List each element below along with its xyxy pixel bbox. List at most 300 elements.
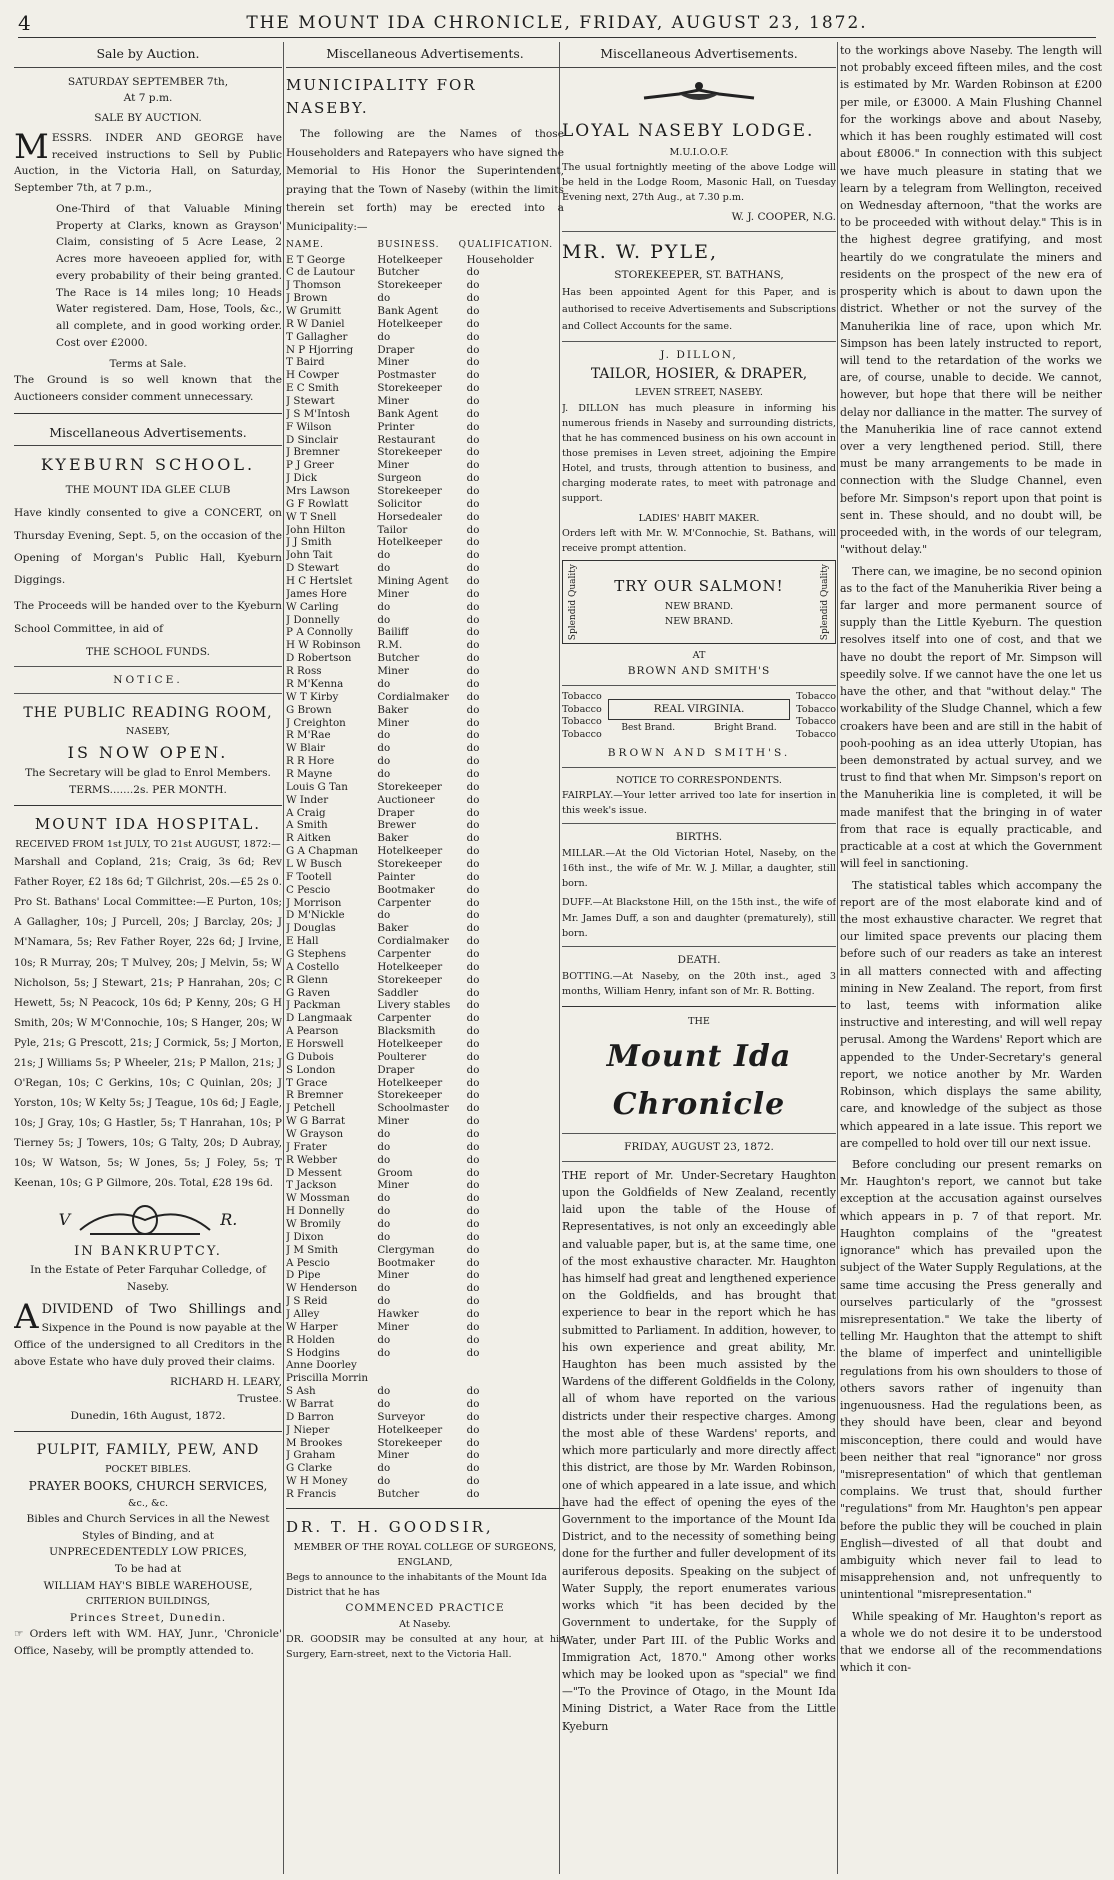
table-row xyxy=(286,974,564,987)
table-row xyxy=(286,369,564,382)
table-cell: H Cowper xyxy=(286,369,339,382)
table-cell: J Bremner xyxy=(286,446,340,459)
table-cell: Hawker xyxy=(377,1308,419,1321)
table-cell: do xyxy=(466,433,480,446)
table-cell: Cordialmaker xyxy=(377,935,449,948)
etc: &c., &c. xyxy=(127,1497,169,1509)
table-cell: do xyxy=(466,330,480,343)
table-cell xyxy=(459,1359,564,1372)
table-row xyxy=(286,1282,564,1295)
table-cell: do xyxy=(377,1205,391,1218)
table-cell: G Raven xyxy=(286,986,331,999)
crest-icon xyxy=(70,1200,220,1240)
dillon-tailor: TAILOR, HOSIER, & DRAPER, xyxy=(590,366,808,383)
table-cell: W G Barrat xyxy=(286,1115,346,1128)
table-cell: G Stephens xyxy=(286,947,347,960)
table-cell: do xyxy=(466,1436,480,1449)
table-cell: Livery stables xyxy=(377,999,451,1012)
table-cell: do xyxy=(466,1102,480,1115)
table-row xyxy=(286,1398,564,1411)
table-cell: F Wilson xyxy=(286,420,332,433)
table-row xyxy=(286,1411,564,1424)
table-cell: do xyxy=(466,1282,480,1295)
table-cell: do xyxy=(466,1218,480,1231)
table-cell xyxy=(377,1359,458,1372)
table-cell: Bailiff xyxy=(377,626,409,639)
table-row xyxy=(286,858,564,871)
table-cell: A Craig xyxy=(286,806,326,819)
table-cell: do xyxy=(466,935,480,948)
table-cell: Butcher xyxy=(377,1488,420,1501)
bankruptcy-title: IN BANKRUPTCY. xyxy=(74,1243,222,1259)
goodsir-consult: DR. GOODSIR may be consulted at any hour, at his Surgery, Earn-street, next to the Victoria Hall. xyxy=(286,1634,564,1661)
table-cell: do xyxy=(377,1346,391,1359)
table-cell: do xyxy=(466,1140,480,1153)
table-cell: J S Reid xyxy=(286,1295,328,1308)
table-cell: do xyxy=(377,1140,391,1153)
table-cell: Groom xyxy=(377,1166,413,1179)
inder-lot: One-Third of that Valuable Mining Property at Clarks, known as Grayson' Claim, consisting of 5 Acre Lease, 2 Acres more haveoeen applied for, with every probability of their being granted. The Race is 14 miles long; 10 Heads Water registered. Dam, Hose, Tools, &c., all complete, and in good working order. Cost over £2000. xyxy=(56,202,282,349)
table-cell: Miner xyxy=(377,1115,409,1128)
table-cell: J J Smith xyxy=(286,536,332,549)
birth-millar: MILLAR.—At the Old Victorian Hotel, Naseby, on the 16th inst., the wife of Mr. W. J. Millar, a daughter, still born. xyxy=(562,847,836,890)
table-cell: do xyxy=(466,845,480,858)
table-cell: D Sinclair xyxy=(286,433,338,446)
table-cell: do xyxy=(377,1475,391,1488)
table-row xyxy=(286,1141,564,1154)
table-cell: do xyxy=(466,742,480,755)
table-row xyxy=(286,1231,564,1244)
table-row xyxy=(286,1257,564,1270)
lodge-muioof: M.U.I.O.O.F. xyxy=(669,146,729,158)
column-2 xyxy=(286,42,564,1874)
table-cell: J Brown xyxy=(286,292,328,305)
table-cell: G Dubois xyxy=(286,1050,334,1063)
table-cell: D Pipe xyxy=(286,1269,321,1282)
had-at: To be had at xyxy=(114,1563,182,1576)
editorial-body: THE report of Mr. Under-Secretary Haughton upon the Goldfields of New Zealand, recently laid upon the table of the House of Representatives, is not only an exceedingly able and valuable paper, but is, at the same time, one of the most exhaustive character. Mr. Haughton has himself had great and lengthened experience on the Goldfields, and has brought that experience to bear in the report which he has submitted to Parliament. In addition, however, to his own experience and great ability, Mr. Haughton has been much assisted by the Wardens of the different Goldfields in the Colony, all of whom have reported on the various districts under their respective charges. Among the most able of these Wardens' reports, and which more particularly and more directly affect this district, are those by Mr. Warden Robinson, one of which appeared in a late issue, and which have had the effect of opening the eyes of the Government to the importance of the Mount Ida District, and to the necessity of something being done for the further and fuller development of its auriferous deposits. Speaking on the subject of Water Supply, the report enumerates various works which "it has been decided by the Government to undertake, for the Supply of Water, under Part III. of the Public Works and Immigration Act, 1870." Among other works which may be looked upon as "special" we find—"To the Province of Otago, in the Mount Ida Mining District, a Water Race from the Little Kyeburn xyxy=(562,1168,836,1733)
table-row xyxy=(286,446,564,459)
table-row xyxy=(286,292,564,305)
table-row xyxy=(286,935,564,948)
table-cell: Restaurant xyxy=(377,433,436,446)
table-cell: R Aitken xyxy=(286,832,331,845)
page-header xyxy=(18,8,1096,38)
table-cell: R Francis xyxy=(286,1488,337,1501)
table-row xyxy=(286,1089,564,1102)
table-cell: Baker xyxy=(377,832,409,845)
table-row xyxy=(286,1488,564,1501)
table-cell: J Packman xyxy=(286,999,341,1012)
table-cell: Miner xyxy=(377,459,409,472)
table-cell: D Messent xyxy=(286,1166,342,1179)
table-cell: do xyxy=(466,665,480,678)
signatories-table xyxy=(286,240,564,1501)
table-cell: Miner xyxy=(377,716,409,729)
table-row xyxy=(286,781,564,794)
table-cell: J Morrison xyxy=(286,896,342,909)
table-cell: Hotelkeeper xyxy=(377,1076,443,1089)
table-cell: A Costello xyxy=(286,960,340,973)
table-cell: Storekeeper xyxy=(377,857,442,870)
table-row xyxy=(286,922,564,935)
brown-smith: BROWN AND SMITH'S xyxy=(627,665,771,678)
enrol-text: The Secretary will be glad to Enrol Members. xyxy=(25,766,271,779)
table-cell: Blacksmith xyxy=(377,1025,436,1038)
table-cell: do xyxy=(466,1256,480,1269)
table-cell: R Glenn xyxy=(286,973,328,986)
table-cell: Miner xyxy=(377,1179,409,1192)
table-row xyxy=(286,1462,564,1475)
table-cell: do xyxy=(466,1115,480,1128)
dillon-orders: Orders left with Mr. W. M'Connochie, St. Bathans, will receive prompt attention. xyxy=(562,527,836,554)
table-cell: do xyxy=(466,395,480,408)
table-cell: do xyxy=(466,613,480,626)
table-cell: do xyxy=(466,973,480,986)
table-cell: do xyxy=(466,922,480,935)
table-cell: G Clarke xyxy=(286,1462,333,1475)
table-row xyxy=(286,897,564,910)
table-row xyxy=(286,614,564,627)
table-cell: do xyxy=(377,742,391,755)
princes-st: Princes Street, Dunedin. xyxy=(69,1611,227,1624)
table-cell: J Graham xyxy=(286,1449,336,1462)
death-head: DEATH. xyxy=(677,953,721,966)
table-row xyxy=(286,1424,564,1437)
table-cell: R.M. xyxy=(377,639,403,652)
table-cell: W Harper xyxy=(286,1320,338,1333)
table-cell: Horsedealer xyxy=(377,510,443,523)
table-cell: do xyxy=(466,292,480,305)
births-head: BIRTHS. xyxy=(675,831,723,844)
ground-note: The Ground is so well known that the Auctioneers consider comment unnecessary. xyxy=(14,374,282,403)
table-row xyxy=(286,717,564,730)
table-cell: J Thomson xyxy=(286,279,341,292)
table-cell: Carpenter xyxy=(377,947,431,960)
table-cell: do xyxy=(466,1423,480,1436)
table-row xyxy=(286,318,564,331)
table-cell: do xyxy=(466,1475,480,1488)
table-cell: do xyxy=(466,986,480,999)
now-open: IS NOW OPEN. xyxy=(67,742,229,762)
dunedin-date: Dunedin, 16th August, 1872. xyxy=(70,1409,226,1422)
table-row xyxy=(286,1308,564,1321)
table-cell: Miner xyxy=(377,587,409,600)
municipality-text: The following are the Names of those Householders and Ratepayers who have signed the Memorial to His Honor the Superintendent, praying that the Town of Naseby (within the limits therein set forth) may be erected into a Municipality:— xyxy=(286,128,564,233)
table-row xyxy=(286,1218,564,1231)
table-cell: do xyxy=(466,317,480,330)
table-cell: D M'Nickle xyxy=(286,909,345,922)
hospital-received: RECEIVED FROM 1st JULY, TO 21st AUGUST, 1872:— xyxy=(15,839,281,851)
trustee: Trustee. xyxy=(237,1392,282,1405)
table-cell: do xyxy=(466,305,480,317)
table-row xyxy=(286,1295,564,1308)
table-header: NAME. xyxy=(286,240,325,251)
criterion: CRITERION BUILDINGS, xyxy=(85,1596,211,1608)
school-funds: THE SCHOOL FUNDS. xyxy=(85,645,211,658)
goodsir-title: DR. T. H. GOODSIR, xyxy=(286,1517,494,1536)
table-row xyxy=(286,999,564,1012)
table-cell: W T Kirby xyxy=(286,690,339,703)
table-cell: Baker xyxy=(377,922,409,935)
table-cell: do xyxy=(466,510,480,523)
municipality-title: MUNICIPALITY FOR NASEBY. xyxy=(286,75,477,118)
table-row xyxy=(286,279,564,292)
table-row xyxy=(286,691,564,704)
table-row xyxy=(286,987,564,1000)
table-row xyxy=(286,421,564,434)
table-cell: A Pearson xyxy=(286,1025,339,1038)
low-prices: UNPRECEDENTEDLY LOW PRICES, xyxy=(49,1546,247,1559)
table-cell: do xyxy=(466,1410,480,1423)
notice: NOTICE. xyxy=(113,673,183,686)
table-row xyxy=(286,678,564,691)
table-row xyxy=(286,1051,564,1064)
hay-warehouse: WILLIAM HAY'S BIBLE WAREHOUSE, xyxy=(43,1579,253,1592)
table-cell: do xyxy=(466,1230,480,1243)
table-cell: R M'Kenna xyxy=(286,677,344,690)
table-cell: do xyxy=(466,703,480,716)
section-head-misc: Miscellaneous Advertisements. xyxy=(14,421,282,447)
table-row xyxy=(286,331,564,344)
table-cell: T Jackson xyxy=(286,1179,337,1192)
table-cell: Surveyor xyxy=(377,1410,425,1423)
table-row xyxy=(286,1115,564,1128)
table-cell: Printer xyxy=(377,420,415,433)
table-cell: A Pescio xyxy=(286,1256,330,1269)
table-cell: John Tait xyxy=(286,549,333,562)
table-row xyxy=(286,1025,564,1038)
table-cell: do xyxy=(466,1488,480,1501)
table-cell: Hotelkeeper xyxy=(377,1423,443,1436)
table-cell: Mining Agent xyxy=(377,575,449,588)
table-cell: Baker xyxy=(377,703,409,716)
table-row xyxy=(286,266,564,279)
pulpit-title: PULPIT, FAMILY, PEW, AND xyxy=(36,1442,260,1459)
table-cell: do xyxy=(466,1269,480,1282)
section-head-auction: Sale by Auction. xyxy=(14,42,282,68)
table-cell: G A Chapman xyxy=(286,845,358,858)
table-cell: L W Busch xyxy=(286,857,342,870)
dillon-leven: LEVEN STREET, NASEBY. xyxy=(635,387,763,399)
table-row xyxy=(286,485,564,498)
table-cell: W Carling xyxy=(286,600,339,613)
table-cell: T Baird xyxy=(286,356,325,369)
table-cell: do xyxy=(466,896,480,909)
table-cell: H Donnelly xyxy=(286,1205,345,1218)
table-cell: do xyxy=(466,562,480,575)
section-head-misc-3: Miscellaneous Advertisements. xyxy=(562,42,836,68)
at-naseby: At Naseby. xyxy=(399,1618,451,1630)
table-cell: R Webber xyxy=(286,1153,338,1166)
table-row xyxy=(286,807,564,820)
sale-head: SALE BY AUCTION. xyxy=(94,112,202,125)
table-row xyxy=(286,948,564,961)
table-cell: do xyxy=(377,1282,391,1295)
table-cell: do xyxy=(466,1295,480,1308)
table-cell: do xyxy=(466,1063,480,1076)
concert-text: Have kindly consented to give a CONCERT, on Thursday Evening, Sept. 5, on the occasion of the Opening of Morgan's Public Hall, Kyeburn Diggings. xyxy=(14,507,282,587)
table-row xyxy=(286,395,564,408)
table-cell: Storekeeper xyxy=(377,973,442,986)
table-cell xyxy=(459,1372,564,1385)
table-cell: do xyxy=(466,1449,480,1462)
table-row xyxy=(286,704,564,717)
table-row xyxy=(286,1437,564,1450)
table-cell: E Hall xyxy=(286,935,319,948)
table-cell: do xyxy=(466,1179,480,1192)
table-cell: do xyxy=(377,729,391,742)
table-cell: J Dixon xyxy=(286,1230,324,1243)
table-cell: do xyxy=(466,999,480,1012)
table-row xyxy=(286,536,564,549)
table-row xyxy=(286,549,564,562)
editorial-p4: Before concluding our present remarks on Mr. Haughton's report, we cannot but take exception at the accusation against ourselves which appears in p. 7 of that report. Mr. Haughton complains of the "greatest ignorance" which has prevailed upon the subject of the Water Supply Regulations, at the same time accusing the Press generally and ourselves particularly of the "grossest misrepresentation." We take the liberty of telling Mr. Haughton that the attempt to shift the blame of imperfect and unintelligible regulations from his own shoulders to those of others savors rather of ingenuity than ingenuousness. Had the regulations been, as they should have been, clear and beyond misconception, there could and would have been neither that real "ignorance" nor gross "misrepresentation" of which that gentleman complains. We trust that, should further "regulations" from Mr. Haughton's pen appear before the public they will be couched in plain English—divested of all that doubt and ambiguity which never fail to lead to misapprehension and, not unfrequently to unintentional "misrepresentation." xyxy=(840,1158,1102,1602)
table-cell: Storekeeper xyxy=(377,485,442,498)
table-row xyxy=(286,1192,564,1205)
table-cell: do xyxy=(466,947,480,960)
table-cell: R W Daniel xyxy=(286,317,345,330)
table-cell: do xyxy=(466,639,480,652)
table-row xyxy=(286,1154,564,1167)
table-cell: Hotelkeeper xyxy=(377,253,443,266)
table-row xyxy=(286,884,564,897)
table-cell: do xyxy=(377,1192,391,1205)
table-cell: do xyxy=(377,1398,391,1411)
sale-time: At 7 p.m. xyxy=(123,92,173,105)
table-cell: W Grayson xyxy=(286,1128,344,1140)
table-cell: do xyxy=(466,1166,480,1179)
table-cell: R M'Rae xyxy=(286,729,331,742)
pyle-text: Has been appointed Agent for this Paper, and is authorised to receive Advertisements and Subscriptions and Collect Accounts for the same. xyxy=(562,286,836,333)
table-row xyxy=(286,254,564,267)
column-3: Miscellaneous Advertisements. LOYAL NASEBY LODGE. M.U.I.O.O.F. The usual fortnightly meeting of the above Lodge will be held in the Lodge Room, Masonic Hall, on Tuesday Evening next, 27th Aug., at 7.30 p.m. W. J. COOPER, N.G. MR. W. PYLE, STOREKEEPER, ST. BATHANS, Has been appointed Agent for this Paper, and is authorised to receive Advertisements and Subscriptions and Collect Accounts for the same. J. DILLON, TAILOR, HOSIER, & DRAPER, LEVEN STREET, NASEBY. J. DILLON has much pleasure in informing his numerous friends in Naseby and surrounding districts, that he has commenced business on his own account in those premises in Leven street, adjoining the Empire Hotel, and trusts, through attention to business, and charging moderate rates, to meet with patronage and support. LADIES' HABIT MAKER. Orders left with Mr. W. M'Connochie, St. Bathans, will receive prompt attention. Splendid Quality TRY OUR SALMON! NEW BRAND. NEW BRAND. Splendid Quality AT BROWN AND SMITH'S Tobacco Tobacco Tobacco Tobacco REAL VIRGINIA. Best Brand. Bright Brand. Tobacco Tobacco Tobacco Tobacco BROWN AND SMITH'S. NOTICE TO CORRESPONDENTS. FAIRPLAY.—Your letter arrived too late for insertion in this week's issue. BIRTHS. MILLAR.—At the Old Victorian Hotel, Naseby, on the 16th inst., the wife of Mr. W. J. Millar, a daughter, still born. DUFF.—At Blackstone Hill, on the 15th inst., the wife of Mr. James Duff, a son and daughter (prematurely), still born. DEATH. BOTTING.—At Naseby, on the 20th inst., aged 3 months, William Henry, infant son of Mr. R. Botting. THE Mount Ida Chronicle FRIDAY, AUGUST 23, 1872. THE report of Mr. Under-Secretary Haughton upon the Goldfields of New Zealand, recently laid upon the table of the House of Representatives, is not only an exceedingly able and valuable paper, but is, at the same time, one of the most exhaustive character. Mr. Haughton has himself had great and lengthened experience on the Goldfields, and has brought that experience to bear in the report which he has submitted to Parliament. In addition, however, to his own experience and great ability, Mr. Haughton has been much assisted by the Wardens of the different Goldfields in the Colony, all of whom have reported on the various districts under their respective charges. Among the most able of these Wardens' reports, and which more particularly and more directly affect this district, are those by Mr. Warden Robinson, one of which appeared in a late issue, and which have had the effect of opening the eyes of the Government to the importance of the Mount Ida District, and to the necessity of something being done for the further and fuller development of its auriferous deposits. Speaking on the subject of Water Supply, the report enumerates various works which "it has been decided by the Government to undertake, for the Supply of Water, under Part III. of the Public Works and Immigration Act, 1870." Among other works which may be looked upon as "special" we find—"To the Province of Otago, in the Mount Ida Mining District, a Water Race from the Little Kyeburn xyxy=(562,42,836,1874)
table-cell: do xyxy=(466,767,480,780)
table-cell: D Stewart xyxy=(286,562,339,575)
table-cell: W T Snell xyxy=(286,510,337,523)
bankruptcy-estate: In the Estate of Peter Farquhar Colledge, of Naseby. xyxy=(30,1264,266,1293)
pyle-title: MR. W. PYLE, xyxy=(562,240,718,263)
table-cell: do xyxy=(466,446,480,459)
table-cell: do xyxy=(466,356,480,369)
prayer-books: PRAYER BOOKS, CHURCH SERVICES, xyxy=(28,1478,268,1493)
table-cell: Carpenter xyxy=(377,1012,431,1025)
table-cell: Draper xyxy=(377,343,415,356)
table-cell: M Brookes xyxy=(286,1436,343,1449)
table-cell: do xyxy=(466,806,480,819)
table-cell: Draper xyxy=(377,806,415,819)
ladies-habit: LADIES' HABIT MAKER. xyxy=(638,512,760,524)
table-cell: do xyxy=(466,780,480,793)
table-cell: Bootmaker xyxy=(377,1256,435,1269)
table-cell: do xyxy=(466,793,480,806)
editorial-date: FRIDAY, AUGUST 23, 1872. xyxy=(624,1140,774,1153)
section-head-misc-2: Miscellaneous Advertisements. xyxy=(286,42,564,68)
table-row xyxy=(286,382,564,395)
table-row xyxy=(286,819,564,832)
table-row xyxy=(286,1244,564,1257)
table-row xyxy=(286,1449,564,1462)
table-cell: J M Smith xyxy=(286,1243,339,1256)
proceeds-text: The Proceeds will be handed over to the Kyeburn School Committee, in aid of xyxy=(14,600,282,635)
table-row xyxy=(286,511,564,524)
table-row xyxy=(286,1038,564,1051)
dividend-notice: ADIVIDEND of Two Shillings and Sixpence in the Pound is now payable at the Office of the undersigned to all Creditors in the above Estate who have duly proved their claims. xyxy=(14,1296,282,1368)
page-number: 4 xyxy=(18,10,31,35)
table-row xyxy=(286,1077,564,1090)
table-cell: Cordialmaker xyxy=(377,690,449,703)
table-row xyxy=(286,871,564,884)
tobacco-ad: Tobacco Tobacco Tobacco Tobacco REAL VIRGINIA. Best Brand. Bright Brand. Tobacco Tobacco Tobacco Tobacco xyxy=(562,691,836,740)
mast-title: Mount Ida Chronicle xyxy=(606,1039,792,1122)
table-cell: do xyxy=(466,832,480,845)
table-cell: C Pescio xyxy=(286,883,331,896)
table-cell: do xyxy=(377,1153,391,1166)
table-cell: W Mossman xyxy=(286,1192,350,1205)
table-cell: do xyxy=(466,407,480,420)
table-cell: J Alley xyxy=(286,1308,320,1321)
table-row xyxy=(286,1064,564,1077)
editorial-p5: While speaking of Mr. Haughton's report as a whole we do not desire it to be understood that we endorse all of the recommendations which it con- xyxy=(840,1609,1102,1675)
table-cell: do xyxy=(466,549,480,562)
table-cell: do xyxy=(466,1320,480,1333)
table-cell: D Barron xyxy=(286,1410,334,1423)
table-cell: J Douglas xyxy=(286,922,336,935)
table-cell: do xyxy=(377,1128,391,1140)
table-cell: do xyxy=(377,330,391,343)
table-row xyxy=(286,961,564,974)
table-cell: E C Smith xyxy=(286,382,339,395)
table-cell: Householder xyxy=(466,253,534,266)
table-cell: Bootmaker xyxy=(377,883,435,896)
table-cell: do xyxy=(466,1205,480,1218)
editorial-p3: The statistical tables which accompany the report are of the most elaborate kind and of the most exhaustive character. We regret that our limited space prevents our placing them before such of our readers as take an interest in all matters connected with and affecting mining in New Zealand. The report, from first to last, teems with information alike instructive and interesting, and will well repay perusal. Among the Wardens' Report which are appended to the Under-Secretary's general report, we notice another by Mr. Warden Robinson, which displays the same ability, care, and knowledge of the subject as those which appeared in a late issue. This report we are compelled to hold over till our next issue. xyxy=(840,878,1102,1150)
table-cell: do xyxy=(466,1025,480,1038)
table-cell: do xyxy=(466,677,480,690)
notice-correspondents: NOTICE TO CORRESPONDENTS. xyxy=(616,774,782,786)
table-cell: Storekeeper xyxy=(377,446,442,459)
table-row xyxy=(286,639,564,652)
lodge-cooper: W. J. COOPER, N.G. xyxy=(731,211,836,224)
table-cell: Butcher xyxy=(377,652,420,665)
table-cell: do xyxy=(466,420,480,433)
table-cell: Priscilla Morrin xyxy=(286,1372,368,1385)
table-row xyxy=(286,601,564,614)
table-row xyxy=(286,305,564,318)
table-cell: Storekeeper xyxy=(377,1089,442,1102)
table-cell: J Stewart xyxy=(286,395,335,408)
table-cell: do xyxy=(466,729,480,742)
table-cell: do xyxy=(466,497,480,510)
table-cell: Poulterer xyxy=(377,1050,427,1063)
handshake-emblem xyxy=(562,74,836,118)
table-cell: Miner xyxy=(377,1269,409,1282)
table-cell: do xyxy=(466,523,480,536)
table-cell: Painter xyxy=(377,870,416,883)
column-4 xyxy=(840,42,1102,1874)
table-cell: do xyxy=(466,960,480,973)
table-cell: do xyxy=(466,1346,480,1359)
table-cell: R Mayne xyxy=(286,767,333,780)
table-cell: Butcher xyxy=(377,266,420,279)
table-header: QUALIFICATION. xyxy=(458,240,554,251)
salmon-title: TRY OUR SALMON! xyxy=(614,577,784,596)
table-row xyxy=(286,1359,564,1372)
table-cell: do xyxy=(466,485,480,498)
editorial-p2: There can, we imagine, be no second opinion as to the fact of the Manuherikia River being a far larger and more permanent source of supply than the Little Kyeburn. The question resolves itself into one of cost, and that we have no doubt the report of Mr. Simpson will speedily solve. If we cannot have the one let us have the other, and that "without delay." The workability of the Sludge Channel, which a few croakers have been and are still in the habit of pooh-poohing as an idea utterly Utopian, has been demonstrated by actual survey, and we trust to find that when Mr. Simpson's report on the Manuherikia line is completed, it will be made manifest that the bringing in of water from that race is equally practicable, and practicable at a cost at which the Government will feel in sanctioning. xyxy=(840,564,1102,871)
pyle-storekeeper: STOREKEEPER, ST. BATHANS, xyxy=(614,268,784,281)
table-cell: do xyxy=(466,1462,480,1475)
